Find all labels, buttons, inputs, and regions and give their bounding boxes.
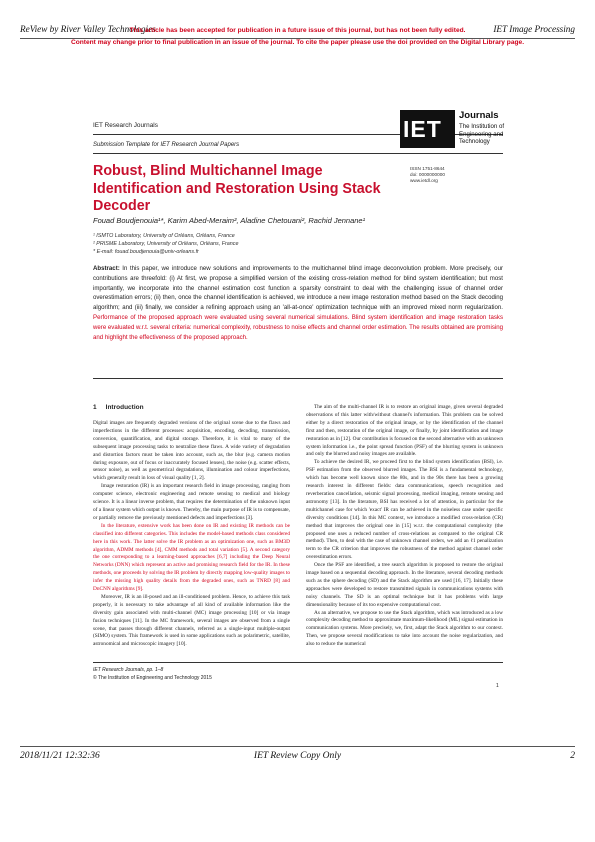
footer-copyright: © The Institution of Engineering and Technology 2015 [93,675,212,681]
section-heading [93,404,144,411]
paragraph: Digital images are frequently degraded versions of the original scene due to the flaws and imperfections in the different processes: acquisition, encoding, decoding, transmission, conversion, quantification, and digital storage. Therefore, it is vital to many of the subsequent image processing tasks to neutralize these flaws. A wide variety of degradation and distortion factors must be taken into account, such as, the blur (e.g. camera motion during exposure, out of focus or inaccurately focused lenses), the noise (e.g. scatter effects, sensor noise), as well as geometrical degradations, illumination and colour imperfections, which generally result in loss of visual quality [1, 2]. [93,420,290,482]
page-number: 1 [496,683,499,689]
footer-rule [93,662,503,663]
logo-journals: Journals [459,110,499,121]
paragraph: Moreover, IR is an ill-posed and an ill-conditioned problem. Hence, to achieve this task properly, it is necessary to take advantage of all kind of available information like the diversity gain associated with multi-channel (MC) image processing [10] or via image fusion techniques [11]. In the MC framework, several images are observed from a single scene, that passes through different channels, referred as a single-input multiple-output (SIMO) system. This framework is used in some applications such as polarimetric, satellite, astronomical and microscopic imagery [10]. [93,593,290,648]
abstract [93,264,503,342]
bottom-center: IET Review Copy Only [253,751,342,761]
header-right: IET Image Processing [493,24,575,34]
left-column [93,420,290,649]
affiliation-2: ² PRISME Laboratory, University of Orléans, Orléans, France [93,241,239,247]
bottom-page: 2 [570,751,575,761]
logo-institution: The Institution of Engineering and Technology [459,123,505,145]
notice-line-2: Content may change prior to final publication in an issue of the journal. To cite the paper please use the doi provided on the Digital Library page. [70,39,525,46]
header-rule [20,38,575,39]
section-number: 1 [93,404,97,411]
journal-name: IET Research Journals [93,122,158,129]
paragraph: The aim of the multi-channel IR is to restore an original image, given several degraded observations of this latter with/without channel's information. This problem can be solved either by a direct restoration of the original image, or by the identification of the channel first and then, restoration of the original image, or finally, by joint identification and image restoration as in [12]. Our contribution is focused on the second alternative with an unknown system information i.e., the point spread function (PSF) of the blurring system is unknown and only the blurred and noisy images are available. [306,404,503,458]
template-title: Submission Template for IET Research Journal Papers [93,142,240,148]
paragraph: Image restoration (IR) is an important research field in image processing, ranging from computer science, electronic engineering and remote sensing to medical and biology science. It is a linear inverse problem, that requires the determination of the unknown input of a linear system which output is known. Thereby, the main purpose of IR is to compensate, or partially remove the previously mentioned defects and imperfections [3]. [93,483,290,521]
bottom-date: 2018/11/21 12:32:36 [20,751,100,761]
section-title: Introduction [105,404,144,411]
template-rule [93,153,503,154]
authors: Fouad Boudjenouia¹*, Karim Abed-Meraim², Aladine Chetouani², Rachid Jennane¹ [93,216,366,225]
paragraph: To achieve the desired IR, we proceed first to the blind system identification (BSI), i.e. PSF estimation from the observed blurred images. The BSI is a fundamental technology, which has become well known since the 80s, and in the 90s there has been a growing research interest in different fields: data communications, speech recognition and reverberation cancellation, seismic signal processing, medical imaging, remote sensing and astronomy [13]. In the literature, BSI has received a lot of attention, in particular for the multichannel case for which 'exact' IR can be achieved in the noiseless case under specific diversity conditions [14]. In this MC context, we introduce a modified cross-relation (CR) method that improves the original one in [15] w.r.t. the computational complexity (the proposed one uses a reduced number of cross-relations as compared to the original CR method). Then, to deal with the case of unknown channel orders, we add an ℓ1 penalization term to the CR criterion that improves the robustness of the method against channel order overestimation errors. [306,459,503,561]
abstract-text: In this paper, we introduce new solutions and improvements to the multichannel blind image deconvolution problem. More precisely, our contributions are threefold: (i) At first, we propose a simplified version of the existing cross-relation method for blind system identification; but most importantly, we incorporate into the channel estimation cost function a sparsity constraint to deal with the challenging issue of channel order overestimation errors; (ii) then, once the channel identification is achieved, we introduce a new image restoration method based on the Stack decoding algorithm; and (iii) finally, we consider a refining approach using an 'all-at-once' optimization technique with an improved mixed norm regularization. [93,265,503,312]
issn: ISSN 1751-8644 [410,166,445,171]
abstract-highlight: Performance of the proposed approach were evaluated using several numerical simulations. Blind system identification and image restoration tasks were evaluated w.r.t. several criteria: numerical complexity, robustness to noise effects and channel order estimation. The results obtained are promising and highlight the effectiveness of the proposed approach. [93,313,503,341]
header-left: ReView by River Valley Technologies [20,24,156,34]
affiliation-1: ¹ ISMTO Laboratory, University of Orléans, Orléans, France [93,233,235,239]
doi: doi: 0000000000 [410,172,445,177]
notice-line-1: This article has been accepted for publication in a future issue of this journal, but has not been fully edited. [129,27,466,34]
abstract-label: Abstract: [93,265,120,272]
abstract-rule [93,378,503,379]
author-email: * E-mail: fouad.boudjenouia@univ-orleans.fr [93,249,199,255]
paper-title: Robust, Blind Multichannel Image Identification and Restoration Using Stack Decoder [93,163,381,214]
paragraph: Once the PSF are identified, a tree search algorithm is proposed to restore the original image based on a sequential decoding approach. In the literature, several decoding methods such as the sphere decoding (SD) and the Stack algorithm are used [16, 17]. Initially these approaches were developed to restore transmitted signals in communications systems with noisy channels. The SD is an optimal technique but it has problems with large dimensionality because of its too expensive computational cost. [306,562,503,608]
bottom-rule [20,746,575,747]
logo-iet-text: IET [403,116,442,142]
right-column [306,404,503,649]
iet-logo [400,110,504,148]
footer-journal: IET Research Journals, pp. 1–8 [93,667,164,673]
paragraph: As an alternative, we propose to use the Stack algorithm, which was introduced as a low complexity decoding method to approximate maximum-likelihood (ML) signal estimation in communication systems. More precisely, we, first, adapt the Stack algorithm to our context. Then, we propose several modifications to take into account the noise regularization, and also to reduce the numerical [306,609,503,648]
paragraph-highlight: In the literature, extensive work has been done on IR and existing IR methods can be classified into different categories. This includes the model-based methods class considered here in this work. The latter solve the IR problem as an optimization one, such as BM3D algorithm, ADMM methods [4], CMM methods and total variation [5]. A second category the one corresponding to a learning-based approaches [6,7] including the Deep Neural Networks (DNN) which represent an active and promising research field for the IR. In these methods, one proceeds by solving the IR problem by directly mapping low-quality images to infer the missing high quality details from the degraded ones, such as TNRD [8] and DnCNN algorithms [9]. [93,522,290,593]
website: www.ietdl.org [410,178,438,183]
